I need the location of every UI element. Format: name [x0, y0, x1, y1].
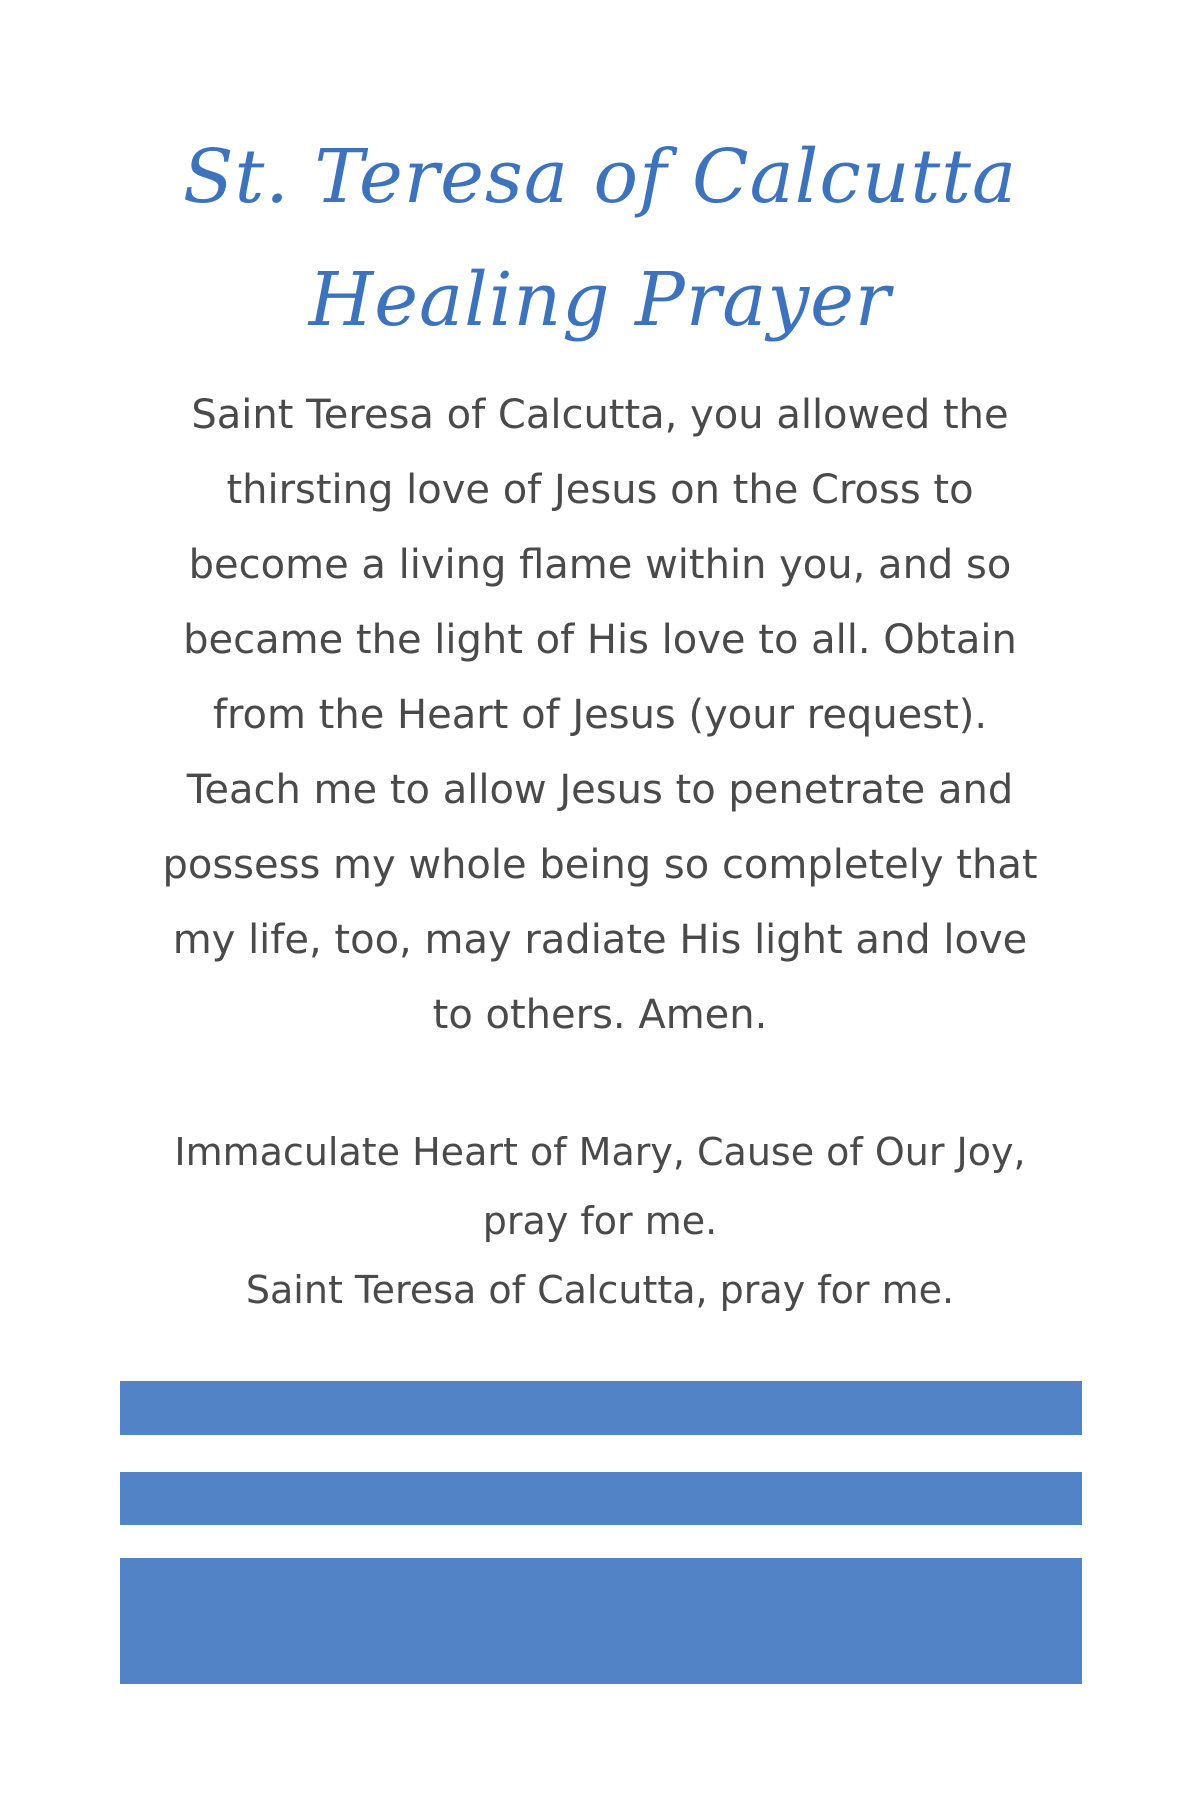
prayer-line: my life, too, may radiate His light and love — [172, 917, 1028, 963]
closing-line: pray for me. — [482, 1199, 718, 1243]
prayer-line: Teach me to allow Jesus to penetrate and — [186, 767, 1014, 813]
prayer-text — [0, 378, 1200, 1053]
prayer-line: Saint Teresa of Calcutta, you allowed the — [191, 392, 1009, 438]
decorative-stripe-bottom — [120, 1558, 1082, 1684]
decorative-stripe-middle — [120, 1472, 1082, 1525]
closing-invocation — [0, 1118, 1200, 1325]
prayer-line: become a living flame within you, and so — [188, 542, 1012, 588]
prayer-line: thirsting love of Jesus on the Cross to — [226, 467, 974, 513]
prayer-line: became the light of His love to all. Obtain — [183, 617, 1017, 663]
closing-line: Immaculate Heart of Mary, Cause of Our Joy, — [174, 1130, 1026, 1174]
prayer-line: possess my whole being so completely that — [162, 842, 1038, 888]
title-line-2: Healing Prayer — [308, 257, 892, 343]
decorative-stripe-top — [120, 1381, 1082, 1435]
prayer-line: to others. Amen. — [432, 992, 768, 1038]
closing-line: Saint Teresa of Calcutta, pray for me. — [245, 1268, 955, 1312]
title-line-1: St. Teresa of Calcutta — [182, 134, 1018, 220]
prayer-line: from the Heart of Jesus (your request). — [212, 692, 988, 738]
